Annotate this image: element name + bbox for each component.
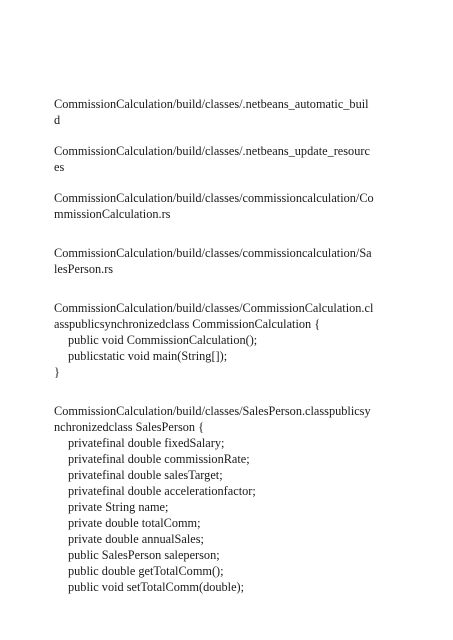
- code-line: public void CommissionCalculation();: [68, 333, 258, 347]
- text-line: nchronizedclass SalesPerson {: [54, 420, 205, 434]
- text-line: asspublicsynchronizedclass CommissionCalculation {: [54, 317, 321, 331]
- code-line: }: [54, 365, 60, 379]
- code-line: privatefinal double accelerationfactor;: [68, 484, 256, 498]
- code-line: private double totalComm;: [68, 516, 201, 530]
- code-line: publicstatic void main(String[]);: [68, 349, 228, 363]
- text-line: CommissionCalculation/build/classes/commissioncalculation/Sa: [54, 246, 372, 260]
- code-line: private double annualSales;: [68, 532, 204, 546]
- text-line: CommissionCalculation/build/classes/CommissionCalculation.cl: [54, 301, 374, 315]
- code-line: privatefinal double fixedSalary;: [68, 436, 225, 450]
- text-line: lesPerson.rs: [54, 262, 114, 276]
- code-line: private String name;: [68, 500, 169, 514]
- code-line: privatefinal double commissionRate;: [68, 452, 250, 466]
- code-line: public double getTotalComm();: [68, 564, 224, 578]
- text-line: CommissionCalculation/build/classes/.netbeans_update_resourc: [54, 144, 370, 158]
- code-line: public SalesPerson saleperson;: [68, 548, 220, 562]
- text-line: d: [54, 113, 61, 127]
- text-line: es: [54, 160, 65, 174]
- text-line: CommissionCalculation/build/classes/.netbeans_automatic_buil: [54, 97, 369, 111]
- text-line: CommissionCalculation/build/classes/commissioncalculation/Co: [54, 191, 374, 205]
- text-line: CommissionCalculation/build/classes/SalesPerson.classpublicsy: [54, 404, 371, 418]
- code-line: privatefinal double salesTarget;: [68, 468, 223, 482]
- text-line: mmissionCalculation.rs: [54, 207, 171, 221]
- code-line: public void setTotalComm(double);: [68, 580, 245, 594]
